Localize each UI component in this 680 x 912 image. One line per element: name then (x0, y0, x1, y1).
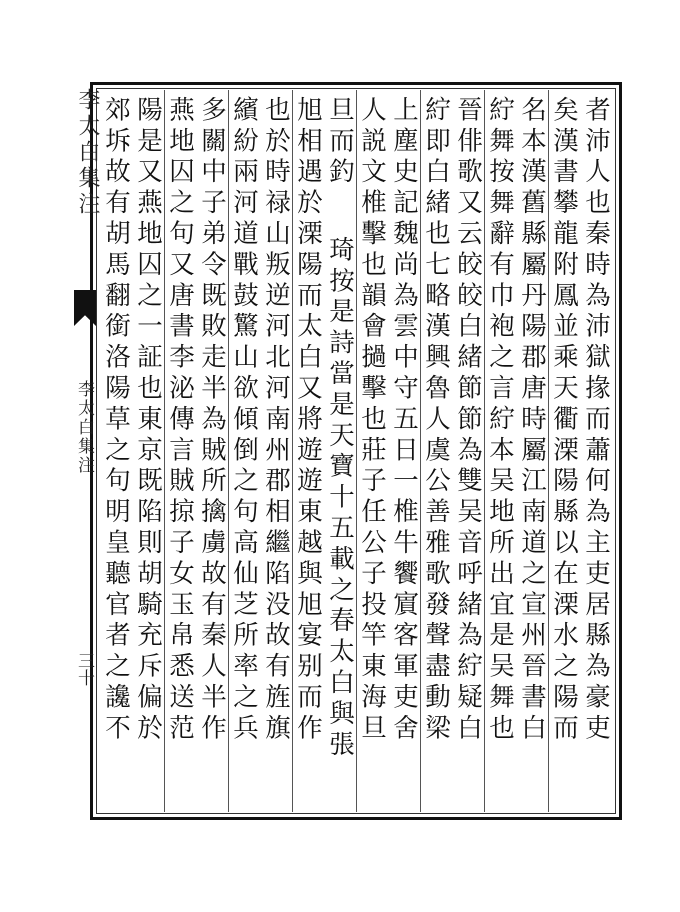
text-column-17: 郊坼故有胡馬翻銜洛陽草之句明皇聽官者之讒不 (101, 96, 131, 745)
text-column-6: 紵即白緒也七略漢興魯人虞公善雅歌發聲盡動梁 (421, 96, 451, 745)
text-column-10: 琦按是詩當是天寶十五載之春太白與張 (325, 236, 355, 762)
text-column-13: 繽紛兩河道戰鼓驚山欲傾倒之句高仙芝所率之兵 (229, 96, 259, 745)
text-column-4: 紵舞按舞辭有巾袍之言紵本吴地所出宜是吴舞也 (485, 96, 515, 745)
column-rule (228, 90, 229, 812)
margin-book-title: 李太白集注 (75, 88, 100, 218)
margin-page-number: 三十 (74, 652, 94, 686)
column-rule (356, 90, 357, 812)
text-column-15: 燕地囚之句又唐書李泌傳言賊掠子女玉帛悉送范 (165, 96, 195, 745)
text-column-7: 上塵史記魏尚為雲中守五日一椎牛饗賔客軍吏舍 (389, 96, 419, 745)
column-rule (548, 90, 549, 812)
text-column-12: 也於時禄山叛逆河北河南州郡相繼陷没故有旌旗 (261, 96, 291, 745)
text-column-1: 者沛人也秦時為沛獄掾而蕭何為主吏居縣為豪吏 (581, 96, 611, 745)
text-column-8: 人説文椎擊也韻會撾擊也莊子任公子投竿東海旦 (357, 96, 387, 745)
text-column-16: 陽是又燕地囚之一証也東京既陷則胡騎充斥偏於 (133, 96, 163, 745)
margin-reference: 李太白集注 (74, 380, 94, 475)
text-column-2: 矣漢書攀龍附鳳並乘天衢溧陽縣以在溧水之陽而 (549, 96, 579, 745)
text-column-9: 旦而釣 (325, 96, 355, 189)
text-column-14: 多關中子弟令既敗走半為賊所擒虜故有秦人半作 (197, 96, 227, 745)
text-column-5: 晉俳歌又云皎皎白緒節節為雙吴音呼緒為紵疑白 (453, 96, 483, 745)
text-column-3: 名本漢舊縣屬丹陽郡唐時屬江南道之宣州晉書白 (517, 96, 547, 745)
column-rule (292, 90, 293, 812)
column-rule (164, 90, 165, 812)
text-column-11: 旭相遇於溧陽而太白又將遊遊東越與旭宴别而作 (293, 96, 323, 745)
fish-tail-mark (74, 290, 96, 326)
column-rule (484, 90, 485, 812)
column-rule (420, 90, 421, 812)
